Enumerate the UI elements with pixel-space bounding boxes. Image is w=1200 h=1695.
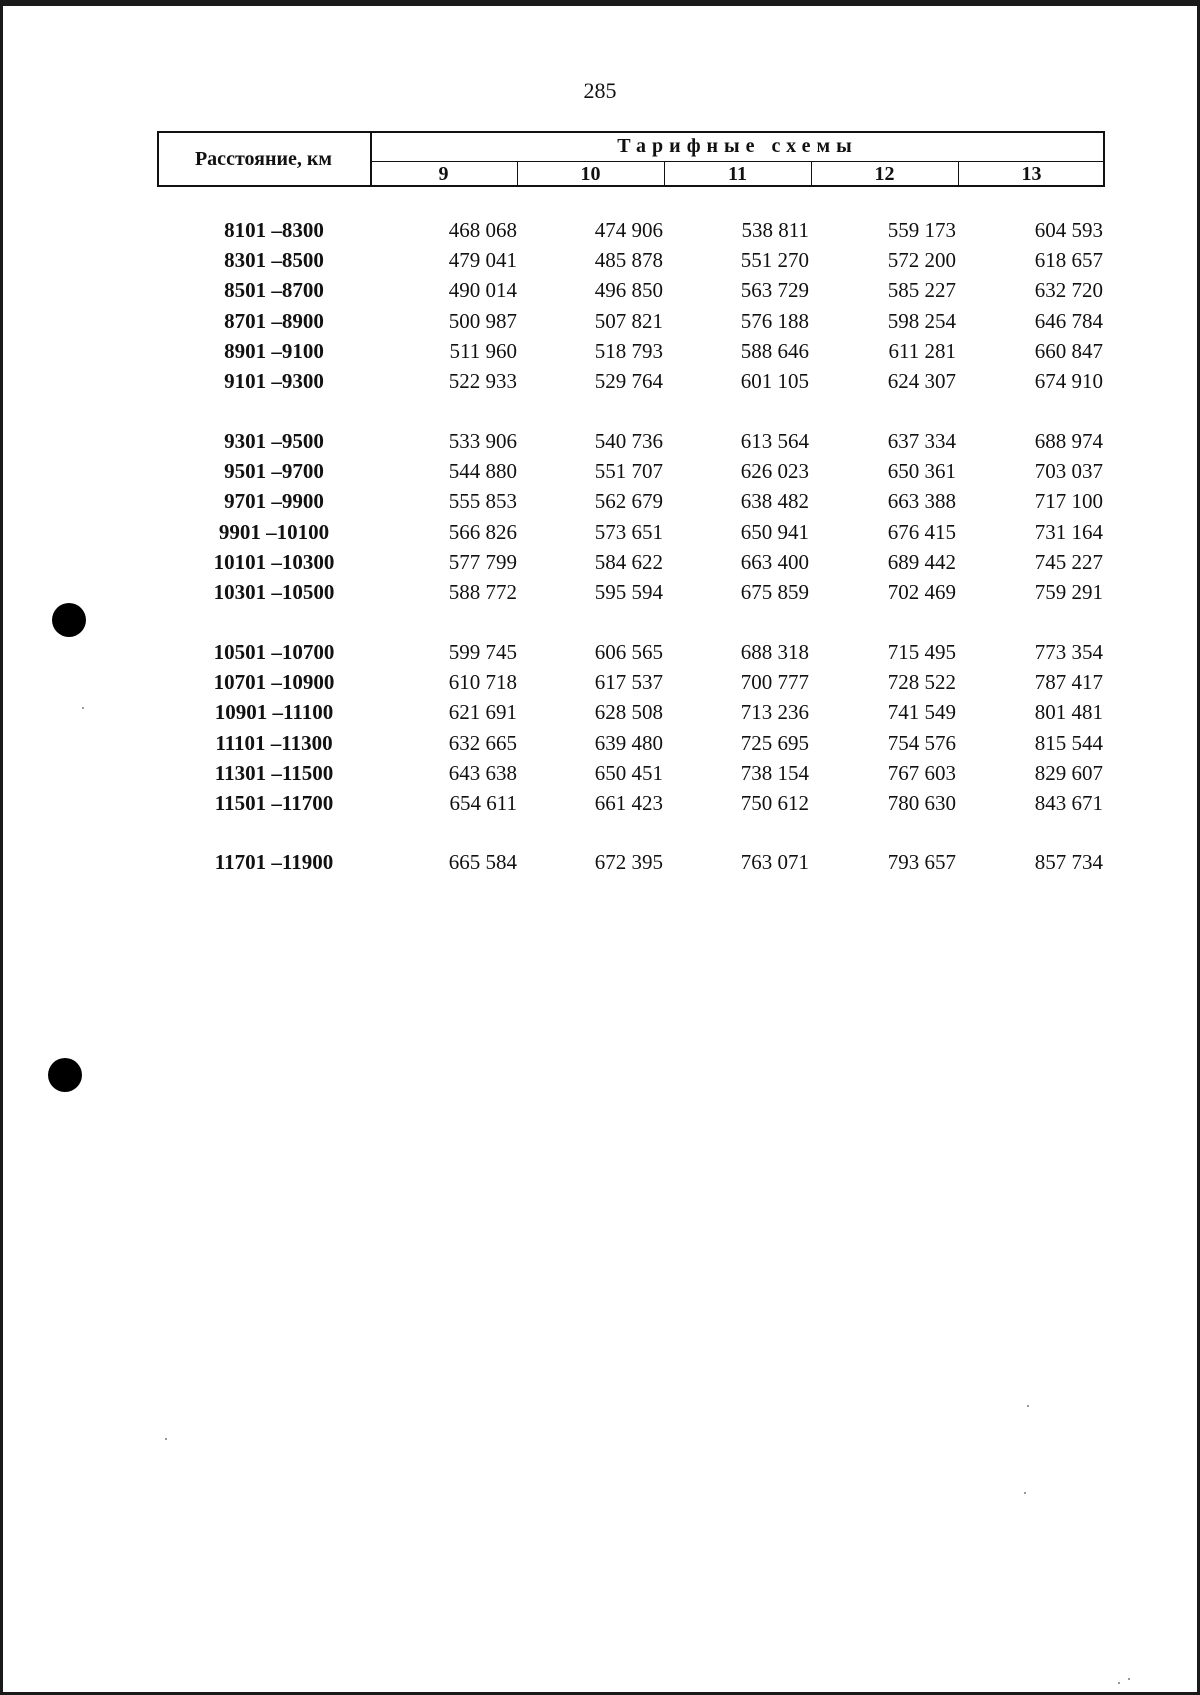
tariff-value: 533 906 [448,429,517,453]
tariff-value: 479 041 [448,248,517,273]
tariff-value: 551 707 [594,459,663,484]
tariff-value: 688 974 [1034,429,1103,453]
tariff-schemes-header: Тарифные схемы [617,134,858,157]
table-row [0,550,1200,578]
tariff-value: 511 960 [449,338,517,363]
distance-range: 8901 –9100 [224,338,324,363]
distance-range: 9301 –9500 [224,429,324,453]
binder-hole [52,603,86,637]
tariff-value: 468 068 [448,218,517,242]
tariff-value: 474 906 [594,218,663,242]
distance-range: 9501 –9700 [224,459,324,484]
tariff-value: 665 584 [448,850,517,874]
tariff-value: 646 784 [1034,308,1103,333]
tariff-value: 793 657 [887,850,956,874]
tariff-value: 650 941 [740,519,809,544]
tariff-value: 688 318 [740,640,809,664]
page-number: 285 [583,78,617,103]
scan-speck [1128,1678,1130,1680]
distance-range: 11501 –11700 [214,791,334,815]
tariff-value: 650 361 [887,459,956,484]
tariff-value: 731 164 [1034,519,1103,544]
tariff-value: 660 847 [1034,338,1103,363]
table-row [0,248,1200,276]
tariff-value: 496 850 [594,278,663,303]
tariff-value: 490 014 [448,278,517,303]
tariff-value: 780 630 [887,791,956,815]
tariff-value: 577 799 [448,549,517,574]
tariff-value: 538 811 [741,218,809,242]
table-row [0,640,1200,668]
scan-speck [1027,1405,1029,1407]
table-row [0,791,1200,819]
table-row [0,670,1200,698]
distance-column-header: Расстояние, км [194,147,333,170]
tariff-value: 702 469 [887,580,956,604]
tariff-value: 674 910 [1034,369,1103,393]
tariff-value: 754 576 [887,730,956,755]
tariff-value: 485 878 [594,248,663,273]
tariff-value: 713 236 [740,700,809,725]
tariff-value: 763 071 [740,850,809,874]
tariff-value: 617 537 [594,670,663,695]
tariff-value: 604 593 [1034,218,1103,242]
distance-range: 10501 –10700 [213,640,335,664]
scan-speck [1118,1682,1120,1684]
tariff-value: 857 734 [1034,850,1103,874]
table-row [0,218,1200,246]
scan-speck [82,707,84,709]
tariff-value: 738 154 [740,760,809,785]
tariff-value: 588 646 [740,338,809,363]
tariff-value: 700 777 [740,670,809,695]
tariff-value: 676 415 [887,519,956,544]
table-row [0,309,1200,337]
tariff-value: 638 482 [740,489,809,514]
tariff-value: 555 853 [448,489,517,514]
tariff-value: 595 594 [594,580,663,604]
tariff-value: 661 423 [594,791,663,815]
tariff-value: 563 729 [740,278,809,303]
distance-range: 8701 –8900 [224,308,324,333]
tariff-value: 663 388 [887,489,956,514]
tariff-value: 767 603 [887,760,956,785]
tariff-value: 507 821 [594,308,663,333]
tariff-value: 573 651 [594,519,663,544]
tariff-value: 637 334 [887,429,956,453]
scheme-column-header: 9 [438,163,449,185]
distance-range: 8301 –8500 [224,248,324,273]
tariff-value: 675 859 [740,580,809,604]
tariff-value: 529 764 [594,369,663,393]
tariff-value: 815 544 [1034,730,1103,755]
tariff-value: 759 291 [1034,580,1103,604]
tariff-value: 500 987 [448,308,517,333]
tariff-value: 628 508 [594,700,663,725]
binder-hole [48,1058,82,1092]
tariff-value: 745 227 [1034,549,1103,574]
table-row [0,731,1200,759]
tariff-value: 715 495 [887,640,956,664]
scheme-column-header: 10 [580,163,601,185]
distance-range: 10101 –10300 [213,549,335,574]
tariff-value: 650 451 [594,760,663,785]
distance-range: 9901 –10100 [218,519,330,544]
tariff-value: 717 100 [1034,489,1103,514]
tariff-value: 741 549 [887,700,956,725]
tariff-value: 632 720 [1034,278,1103,303]
tariff-value: 618 657 [1034,248,1103,273]
distance-range: 10901 –11100 [214,700,334,725]
tariff-value: 787 417 [1034,670,1103,695]
tariff-value: 639 480 [594,730,663,755]
table-row [0,429,1200,457]
table-row [0,580,1200,608]
tariff-value: 829 607 [1034,760,1103,785]
tariff-value: 725 695 [740,730,809,755]
tariff-value: 624 307 [887,369,956,393]
tariff-value: 703 037 [1034,459,1103,484]
scheme-column-header: 11 [728,163,747,185]
tariff-value: 610 718 [448,670,517,695]
scan-speck [1024,1492,1026,1494]
tariff-value: 621 691 [448,700,517,725]
tariff-value: 566 826 [448,519,517,544]
table-row [0,339,1200,367]
tariff-value: 584 622 [594,549,663,574]
table-row [0,369,1200,397]
distance-range: 9701 –9900 [224,489,324,514]
tariff-value: 613 564 [740,429,809,453]
tariff-value: 598 254 [887,308,956,333]
tariff-value: 728 522 [887,670,956,695]
tariff-value: 672 395 [594,850,663,874]
tariff-value: 663 400 [740,549,809,574]
distance-range: 11101 –11300 [215,730,333,755]
tariff-value: 801 481 [1034,700,1103,725]
tariff-value: 606 565 [594,640,663,664]
tariff-value: 599 745 [448,640,517,664]
scheme-column-header: 13 [1021,163,1042,185]
tariff-value: 750 612 [740,791,809,815]
tariff-value: 551 270 [740,248,809,273]
tariff-value: 689 442 [887,549,956,574]
table-row [0,278,1200,306]
scheme-column-header: 12 [874,163,895,185]
tariff-value: 611 281 [888,338,956,363]
tariff-value: 544 880 [448,459,517,484]
table-row [0,459,1200,487]
tariff-value: 585 227 [887,278,956,303]
table-row [0,761,1200,789]
tariff-value: 654 611 [449,791,517,815]
table-row [0,520,1200,548]
tariff-value: 632 665 [448,730,517,755]
table-row [0,700,1200,728]
distance-range: 10301 –10500 [213,580,335,604]
tariff-value: 559 173 [887,218,956,242]
tariff-value: 601 105 [740,369,809,393]
tariff-value: 843 671 [1034,791,1103,815]
scan-speck [165,1438,167,1440]
distance-range: 10701 –10900 [213,670,335,695]
distance-range: 8501 –8700 [224,278,324,303]
tariff-value: 643 638 [448,760,517,785]
tariff-value: 562 679 [594,489,663,514]
distance-range: 9101 –9300 [224,369,324,393]
tariff-value: 773 354 [1034,640,1103,664]
tariff-value: 540 736 [594,429,663,453]
tariff-value: 576 188 [740,308,809,333]
distance-range: 11701 –11900 [214,850,334,874]
tariff-value: 518 793 [594,338,663,363]
table-row [0,489,1200,517]
table-header [157,131,1105,187]
tariff-value: 522 933 [448,369,517,393]
distance-range: 11301 –11500 [214,760,334,785]
tariff-value: 588 772 [448,580,517,604]
distance-range: 8101 –8300 [224,218,324,242]
tariff-value: 626 023 [740,459,809,484]
table-row [0,850,1200,878]
tariff-value: 572 200 [887,248,956,273]
